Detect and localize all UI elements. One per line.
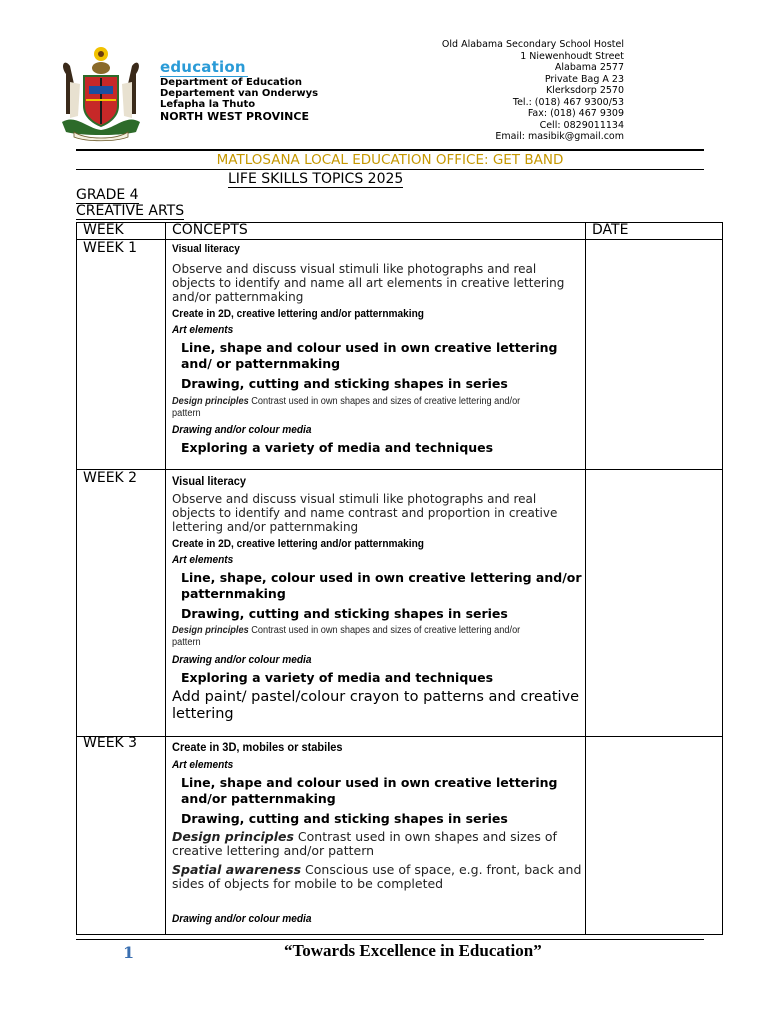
visual-literacy-heading: Visual literacy [172, 474, 247, 488]
visual-literacy-heading: Visual literacy [172, 243, 240, 255]
telephone: Tel.: (018) 467 9300/53 [512, 96, 624, 108]
page-number: 1 [123, 943, 135, 962]
drawing-text: Drawing, cutting and sticking shapes in series [181, 606, 508, 621]
address-line: Klerksdorp 2570 [545, 85, 624, 96]
line-shape-text: Line, shape and colour used in own creative lettering and/ or patternmaking [181, 340, 558, 371]
design-principles-label: Design principles [172, 625, 249, 636]
media-heading: Drawing and/or colour media [172, 654, 312, 666]
week-2-label: WEEK 2 [83, 470, 138, 486]
grade-label: GRADE 4 [76, 187, 139, 203]
column-header-week: WEEK [83, 222, 124, 238]
table-border-left [76, 222, 77, 935]
drawing-text: Drawing, cutting and sticking shapes in series [181, 376, 508, 391]
design-principles-text: Design principles Contrast used in own shapes and sizes of creative lettering and/or pattern [172, 625, 521, 648]
title-divider [76, 169, 704, 170]
address-line: Old Alabama Secondary School Hostel [441, 39, 624, 50]
media-heading: Drawing and/or colour media [172, 913, 312, 925]
create-heading: Create in 3D, mobiles or stabiles [172, 740, 343, 754]
header-divider [76, 149, 704, 151]
design-principles-text: Design principles Contrast used in own shapes and sizes of creative lettering and/or pattern [172, 829, 557, 858]
footer-slogan: “Towards Excellence in Education” [284, 941, 542, 960]
address-line: Private Bag A 23 [544, 73, 624, 85]
design-principles-text: Design principles Contrast used in own shapes and sizes of creative lettering and/or pattern [172, 396, 521, 419]
education-wordmark: education [160, 58, 246, 76]
address-line: 1 Niewenhoudt Street [520, 50, 624, 62]
province-name: NORTH WEST PROVINCE [160, 110, 309, 123]
drawing-text: Drawing, cutting and sticking shapes in series [181, 811, 508, 826]
art-elements-heading: Art elements [172, 324, 234, 336]
line-shape-text: Line, shape, colour used in own creative lettering and/or patternmaking [181, 570, 582, 601]
add-paint-text: Add paint/ pastel/colour crayon to patterns and creative lettering [172, 689, 580, 722]
table-header-divider [76, 239, 723, 240]
week-1-concepts [172, 243, 582, 456]
department-name-afrikaans: Departement van Onderwys [160, 88, 319, 99]
coat-of-arms-logo [56, 44, 146, 142]
table-border-bottom [76, 934, 723, 935]
spatial-awareness-text: Spatial awareness Conscious use of space, e.g. front, back and sides of objects for mobile to be completed [172, 862, 582, 891]
subject-label: CREATIVE ARTS [76, 203, 185, 219]
table-col-divider [585, 222, 586, 935]
department-name-english: Department of Education [160, 77, 302, 88]
art-elements-heading: Art elements [172, 554, 234, 566]
week-1-label: WEEK 1 [83, 240, 138, 256]
week-2-concepts [172, 474, 582, 723]
column-header-concepts: CONCEPTS [172, 222, 248, 238]
design-principles-label: Design principles [172, 396, 249, 407]
topics-title: LIFE SKILLS TOPICS 2025 [228, 171, 404, 187]
exploring-text: Exploring a variety of media and techniques [181, 670, 494, 685]
table-border-right [722, 222, 723, 935]
footer-divider [76, 939, 704, 940]
create-heading: Create in 2D, creative lettering and/or patternmaking [172, 538, 424, 550]
table-col-divider [165, 222, 166, 935]
media-heading: Drawing and/or colour media [172, 424, 312, 436]
address-line: Alabama 2577 [554, 62, 624, 73]
office-title: MATLOSANA LOCAL EDUCATION OFFICE: GET BAND [216, 152, 564, 168]
week-3-label: WEEK 3 [83, 735, 138, 751]
week-3-concepts [172, 740, 582, 925]
address-block [442, 39, 624, 143]
spatial-awareness-label: Spatial awareness [172, 862, 302, 877]
cell: Cell: 0829011134 [539, 119, 624, 131]
column-header-date: DATE [592, 222, 629, 238]
table-row-divider [76, 469, 723, 470]
observe-text: Observe and discuss visual stimuli like photographs and real objects to identify and name all art elements in creative lettering and/or patternmaking [172, 262, 565, 304]
design-principles-label: Design principles [172, 829, 294, 844]
department-name-setswana: Lefapha la Thuto [160, 99, 256, 110]
exploring-text: Exploring a variety of media and techniques [181, 440, 494, 455]
table-row-divider [76, 736, 723, 737]
email: Email: masibik@gmail.com [495, 131, 624, 142]
create-heading: Create in 2D, creative lettering and/or patternmaking [172, 308, 424, 320]
art-elements-heading: Art elements [172, 759, 234, 771]
observe-text: Observe and discuss visual stimuli like photographs and real objects to identify and name contrast and proportion in creative lettering and/or patternmaking [172, 492, 558, 534]
fax: Fax: (018) 467 9309 [527, 108, 624, 119]
line-shape-text: Line, shape and colour used in own creative lettering and/or patternmaking [181, 775, 558, 806]
